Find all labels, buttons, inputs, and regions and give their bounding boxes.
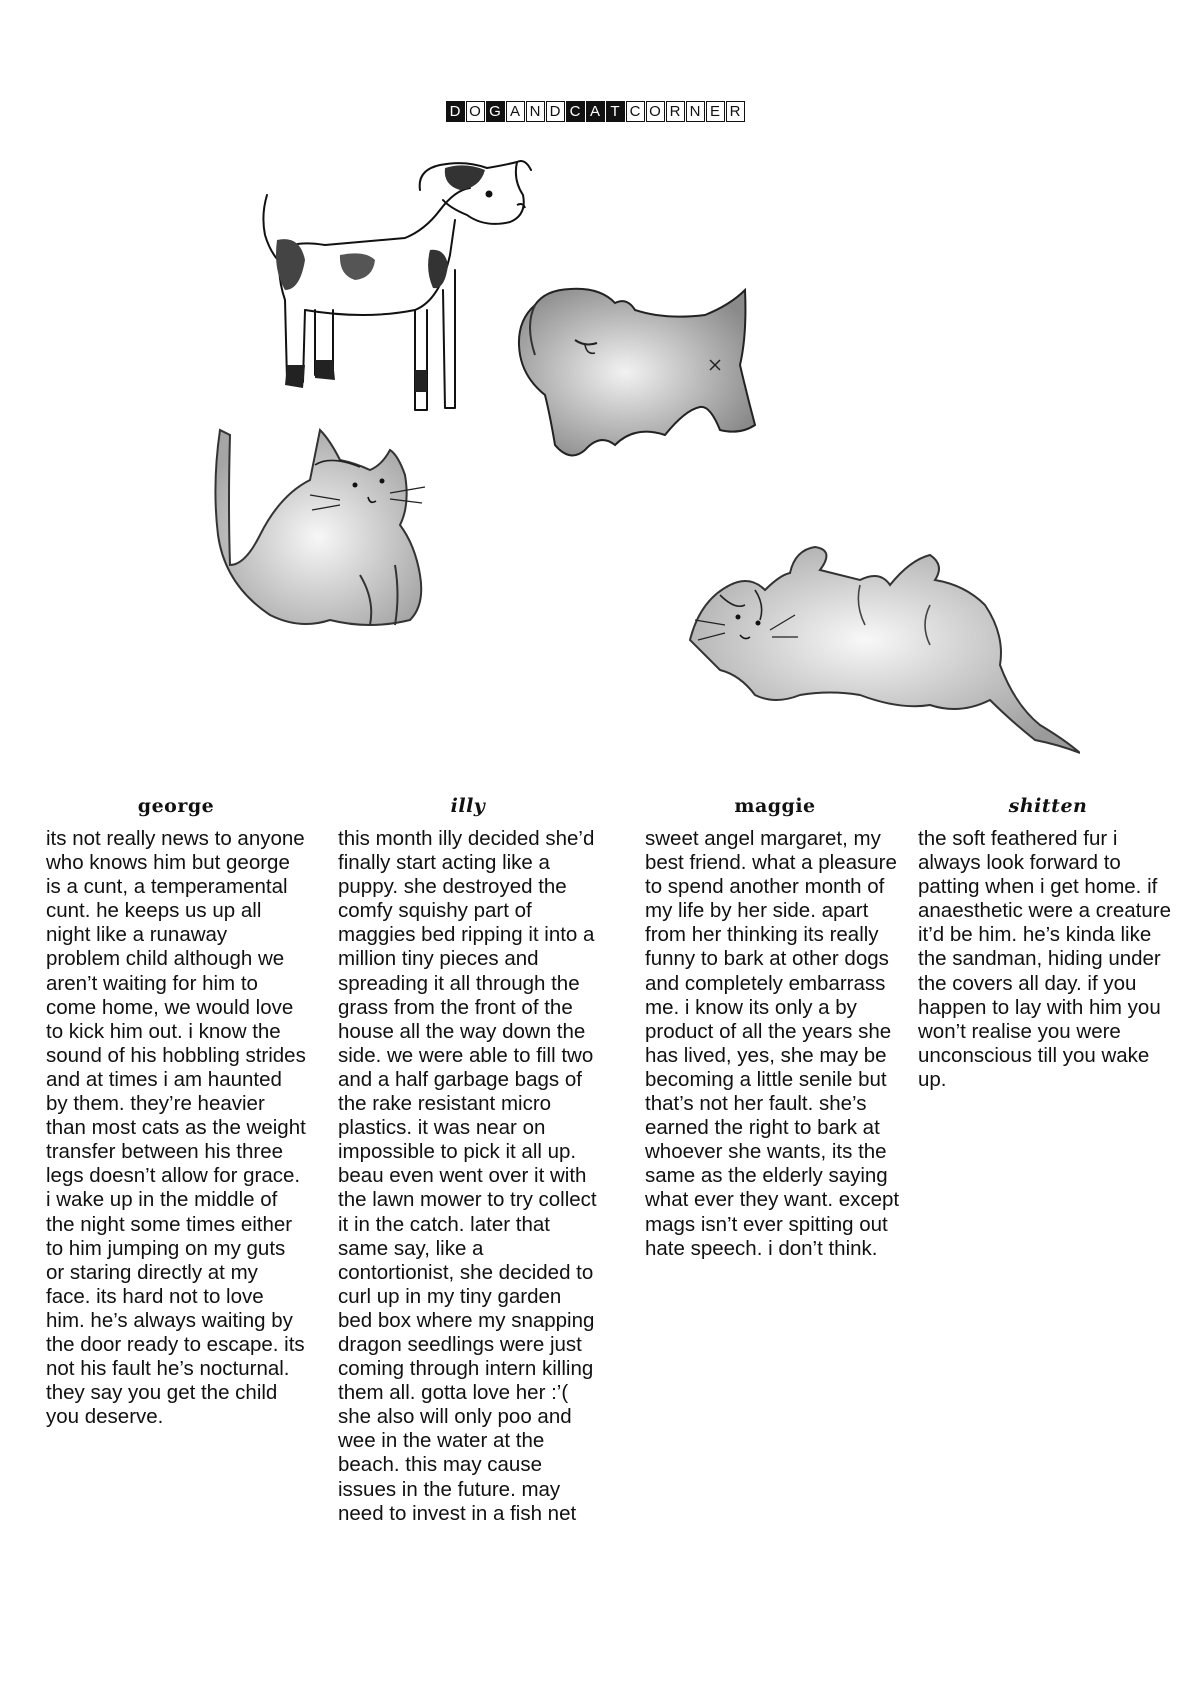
column-title: george — [137, 795, 215, 817]
column-maggie — [645, 795, 905, 1261]
title-letter-tile: D — [446, 101, 465, 122]
column-illy — [338, 795, 598, 1526]
column-george — [46, 795, 306, 1429]
title-letter-tile: N — [526, 101, 545, 122]
grey-dog-illustration — [515, 285, 815, 480]
title-letter-tile: D — [546, 101, 565, 122]
title-letter-tile: N — [686, 101, 705, 122]
column-title: shitten — [1008, 795, 1088, 817]
column-text: the soft feathered fur i always look forward to patting when i get home. if anaesthetic were a creature it’d be him. he’s kinda like the sandman, hiding under the covers all day. if you happen to lay with him you won’t realise you were unconscious till you wake up. — [918, 827, 1171, 1091]
sitting-cat-illustration — [210, 425, 480, 640]
title-letter-tile: A — [506, 101, 525, 122]
title-letter-tile: R — [666, 101, 685, 122]
spotted-dog-illustration — [255, 160, 545, 420]
column-title: maggie — [734, 795, 816, 817]
page-title — [0, 101, 1190, 122]
title-letter-tile: A — [586, 101, 605, 122]
title-letter-tile: O — [466, 101, 485, 122]
column-shitten — [918, 795, 1178, 1092]
column-text: sweet angel margaret, my best friend. what a pleasure to spend another month of my life by her side. apart from her thinking its really funny to bark at other dogs and completely embarrass me. i know its only a by product of all the years she has lived, yes, she may be becoming a little senile but that’s not her fault. she’s earned the right to bark at whoever she wants, its the same as the elderly saying what ever they want. except mags isn’t ever spitting out hate speech. i don’t think. — [645, 827, 900, 1260]
title-letter-tile: C — [626, 101, 645, 122]
title-letter-tile: G — [486, 101, 505, 122]
column-text: its not really news to anyone who knows him but george is a cunt, a temperamental cunt. he keeps us up all night like a runaway problem child although we aren’t waiting for him to come home, we would love to kick him out. i know the sound of his hobbling strides and at times i am haunted by them. they’re heavier than most cats as the weight transfer between his three legs doesn’t allow for grace. i wake up in the middle of the night some times either to him jumping on my guts or staring directly at my face. its hard not to love him. he’s always waiting by the door ready to escape. its not his fault he’s nocturnal. they say you get the child you deserve. — [46, 827, 306, 1429]
column-title: illy — [450, 795, 486, 817]
column-text: this month illy decided she’d finally start acting like a puppy. she destroyed the comfy squishy part of maggies bed ripping it into a million tiny pieces and spreading it all through the grass from the front of the house all the way down the side. we were able to fill two and a half garbage bags of the rake resistant micro plastics. it was near on impossible to pick it all up. beau even went over it with the lawn mower to try collect it in the catch. later that same say, like a contortionist, she decided to curl up in my tiny garden bed box where my snapping dragon seedlings were just coming through intern killing them all. gotta love her :’( she also will only poo and wee in the water at the beach. this may cause issues in the future. may need to invest in a fish net — [338, 827, 597, 1525]
lying-cat-illustration — [680, 545, 1080, 755]
title-letter-tile: R — [726, 101, 745, 122]
title-letter-tile: T — [606, 101, 625, 122]
title-letter-tile: E — [706, 101, 725, 122]
title-letter-tile: O — [646, 101, 665, 122]
title-letter-tile: C — [566, 101, 585, 122]
